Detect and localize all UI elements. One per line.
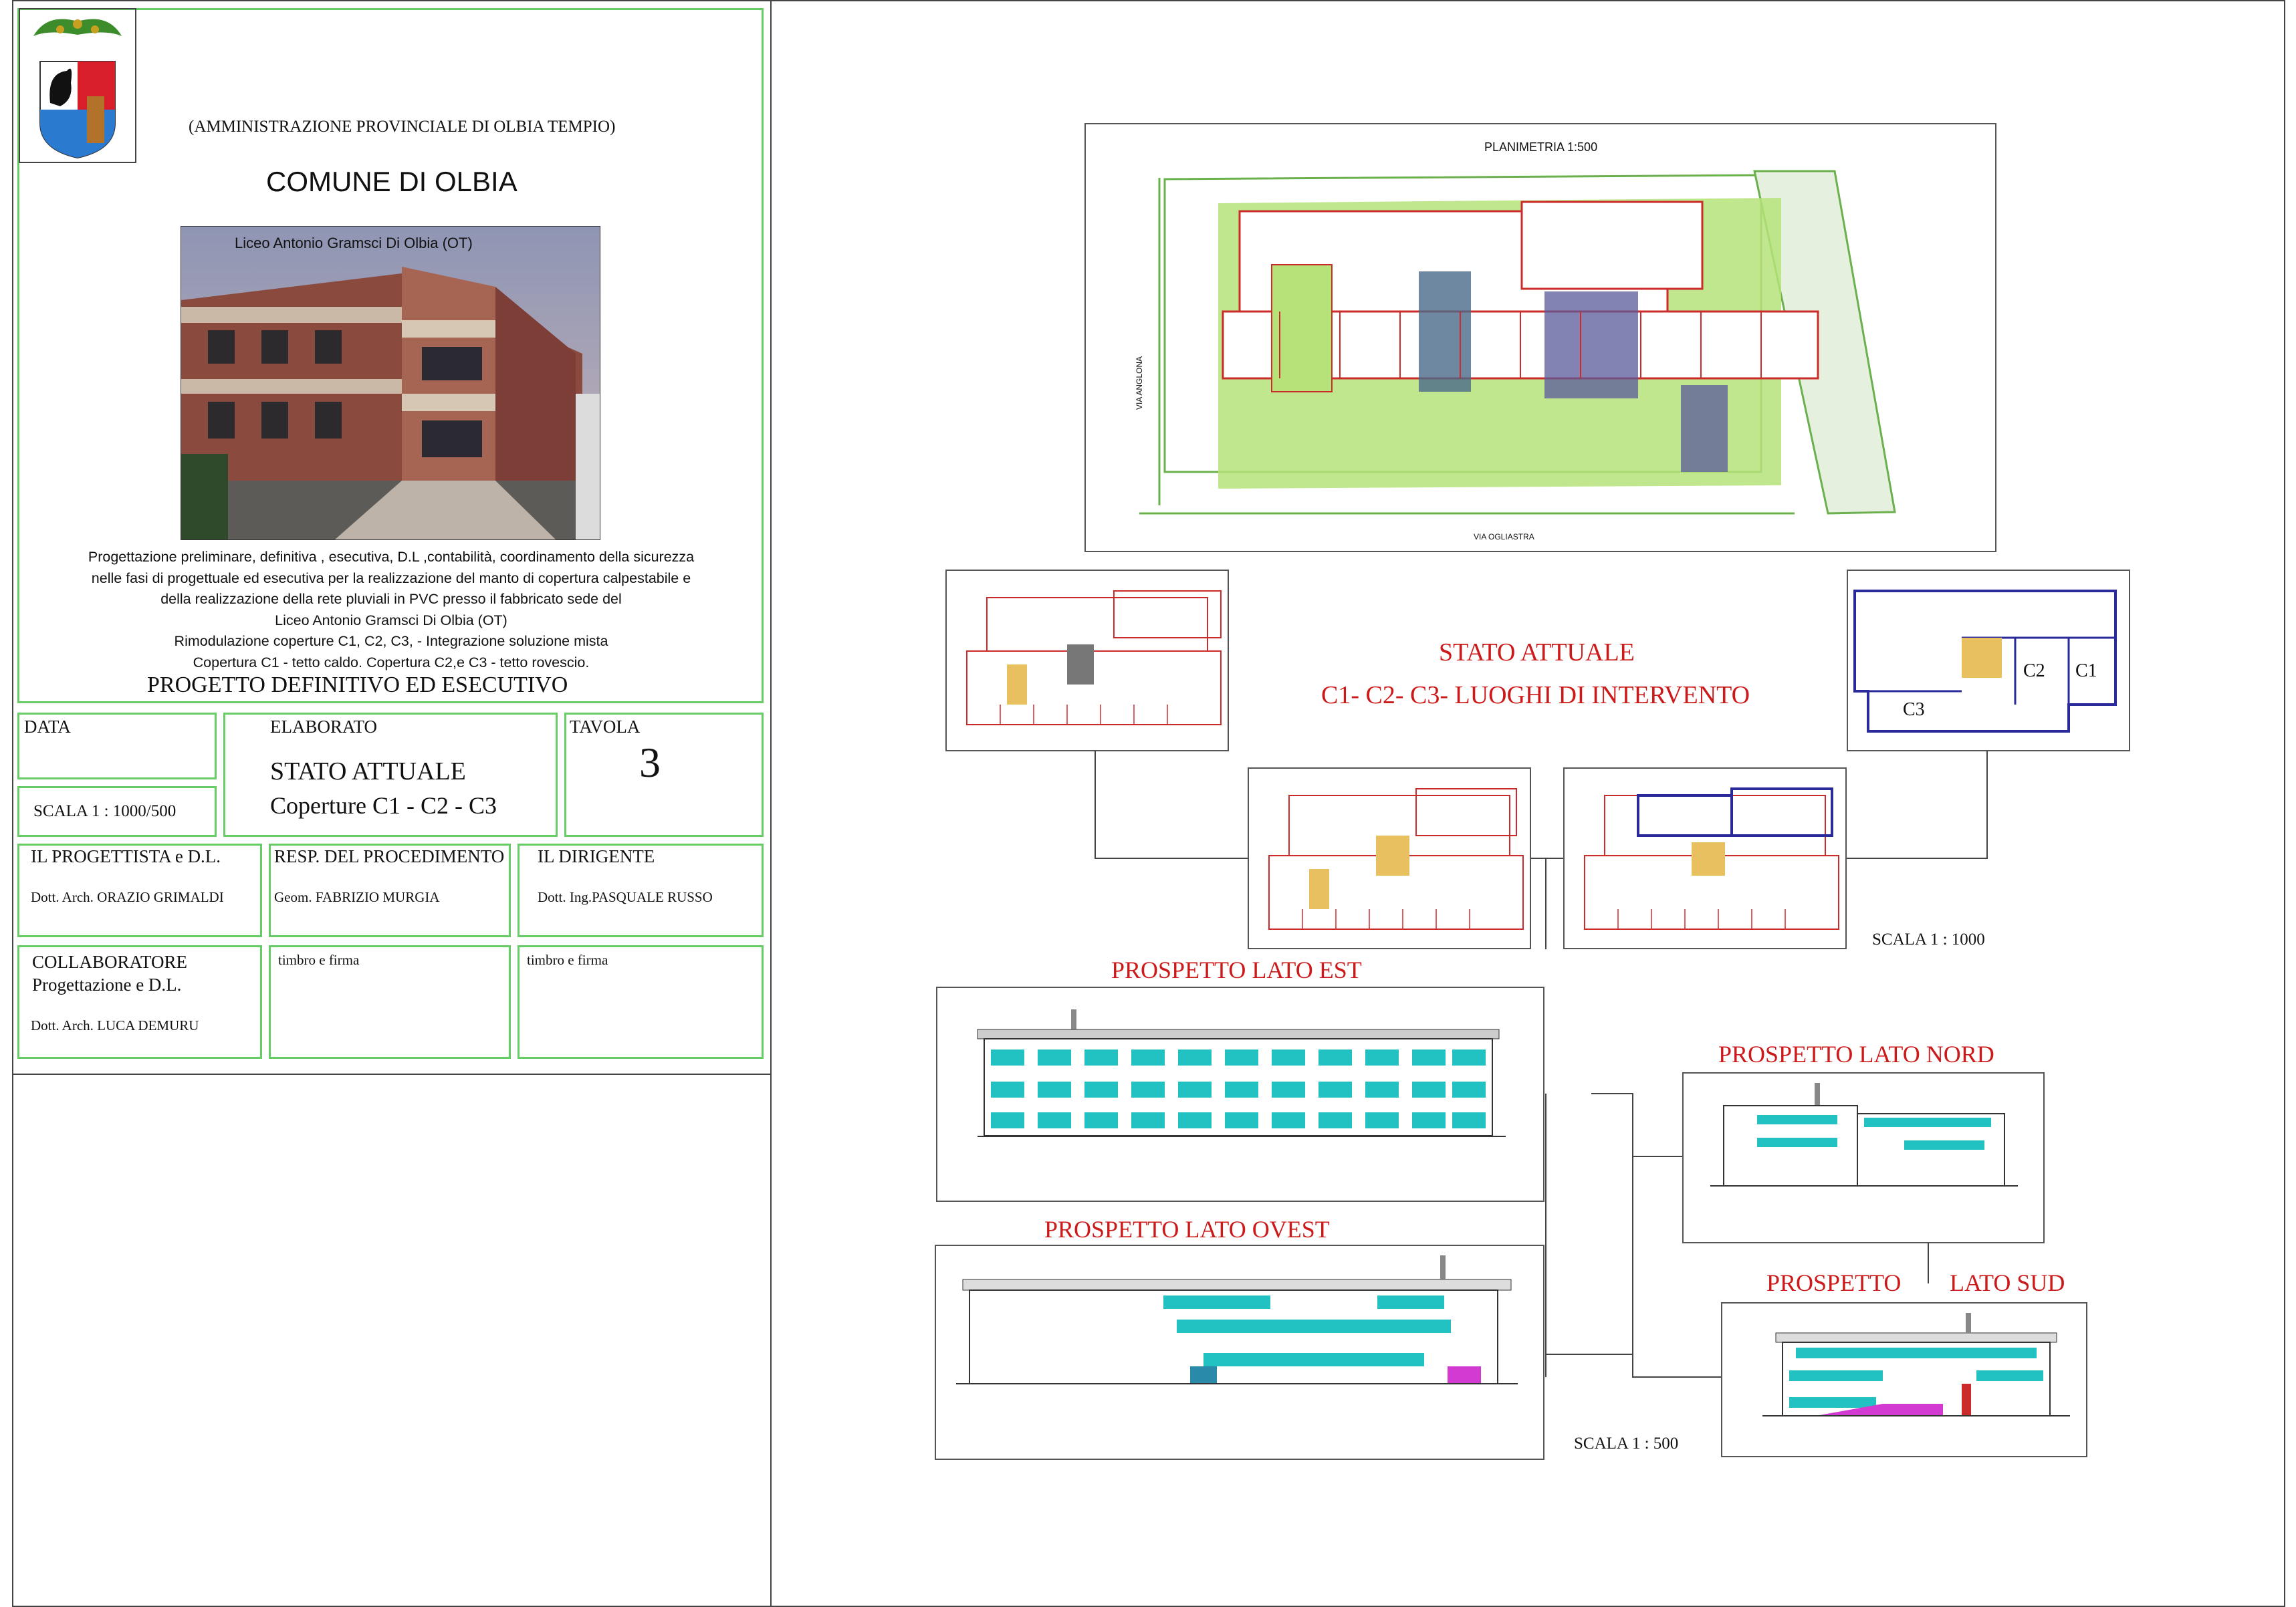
- prospetto-est-title: PROSPETTO LATO EST: [1111, 957, 1362, 983]
- prospetto-sud-title-b: LATO SUD: [1950, 1269, 2065, 1296]
- project-phase: PROGETTO DEFINITIVO ED ESECUTIVO: [147, 672, 568, 697]
- stato-attuale-title: STATO ATTUALE: [1439, 638, 1635, 666]
- collaboratore-sub: Progettazione e D.L.: [32, 975, 182, 995]
- resp-label: RESP. DEL PROCEDIMENTO: [274, 846, 505, 866]
- project-description: [20, 547, 762, 673]
- plan-box-center-right: [1563, 767, 1847, 949]
- prospetto-nord-title: PROSPETTO LATO NORD: [1718, 1041, 1994, 1068]
- timbro-label-1: timbro e firma: [278, 952, 360, 968]
- prospetto-ovest-box: [935, 1245, 1544, 1460]
- tavola-number: 3: [639, 739, 661, 786]
- administration-title: (AMMINISTRAZIONE PROVINCIALE DI OLBIA TEMPIO): [189, 118, 616, 136]
- planimetria-box: [1084, 123, 1996, 552]
- progettista-name: Dott. Arch. ORAZIO GRIMALDI: [31, 889, 224, 905]
- coat-of-arms: [19, 8, 136, 163]
- right-panel-border: [770, 0, 772, 1607]
- timbro-label-2: timbro e firma: [527, 952, 608, 968]
- resp-name: Geom. FABRIZIO MURGIA: [274, 889, 440, 905]
- description-line-3: della realizzazione della rete pluviali in PVC presso il fabbricato sede del: [160, 591, 622, 607]
- roof-label-c1: C1: [2075, 660, 2097, 681]
- elaborato-label: ELABORATO: [270, 717, 378, 737]
- prospetto-sud-box: [1721, 1302, 2087, 1457]
- prospetto-ovest-title: PROSPETTO LATO OVEST: [1044, 1216, 1330, 1243]
- prospetto-sud-title-a: PROSPETTO: [1766, 1269, 1902, 1296]
- building-photo: [181, 226, 600, 540]
- description-line-4: Liceo Antonio Gramsci Di Olbia (OT): [275, 612, 507, 628]
- elaborato-title: STATO ATTUALE: [270, 757, 466, 785]
- luoghi-intervento-title: C1- C2- C3- LUOGHI DI INTERVENTO: [1321, 681, 1750, 709]
- plan-box-left: [945, 570, 1229, 751]
- tavola-label: TAVOLA: [570, 717, 641, 737]
- roof-plan-box: [1847, 570, 2130, 751]
- collaboratore-name: Dott. Arch. LUCA DEMURU: [31, 1017, 199, 1033]
- progettista-label: IL PROGETTISTA e D.L.: [31, 846, 221, 866]
- description-line-5: Rimodulazione coperture C1, C2, C3, - Integrazione soluzione mista: [174, 633, 608, 649]
- comune-title: COMUNE DI OLBIA: [266, 166, 518, 197]
- street-west-label: VIA ANGLONA: [1135, 356, 1145, 410]
- data-label: DATA: [24, 717, 71, 737]
- scala-1000-label: SCALA 1 : 1000: [1872, 931, 1985, 949]
- collaboratore-label: COLLABORATORE: [32, 952, 188, 972]
- prospetto-nord-box: [1682, 1072, 2045, 1243]
- description-line-2: nelle fasi di progettuale ed esecutiva per la realizzazione del manto di copertura calpestabile e: [91, 570, 691, 586]
- planimetria-title: PLANIMETRIA 1:500: [1484, 140, 1598, 154]
- roof-label-c3: C3: [1903, 699, 1925, 720]
- description-line-1: Progettazione preliminare, definitiva , esecutiva, D.L ,contabilità, coordinamento della sicurezza: [88, 549, 695, 565]
- plan-box-center-left: [1248, 767, 1531, 949]
- dirigente-name: Dott. Ing.PASQUALE RUSSO: [538, 889, 713, 905]
- roof-label-c2: C2: [2023, 660, 2045, 681]
- description-line-6: Copertura C1 - tetto caldo. Copertura C2,e C3 - tetto rovescio.: [193, 654, 590, 670]
- scala-500-label: SCALA 1 : 500: [1574, 1435, 1679, 1453]
- dirigente-label: IL DIRIGENTE: [538, 846, 655, 866]
- street-south-label: VIA OGLIASTRA: [1474, 532, 1534, 541]
- photo-caption: Liceo Antonio Gramsci Di Olbia (OT): [235, 235, 473, 251]
- elaborato-subtitle: Coperture C1 - C2 - C3: [270, 792, 497, 819]
- prospetto-est-box: [936, 987, 1544, 1202]
- scala-label: SCALA 1 : 1000/500: [33, 802, 177, 820]
